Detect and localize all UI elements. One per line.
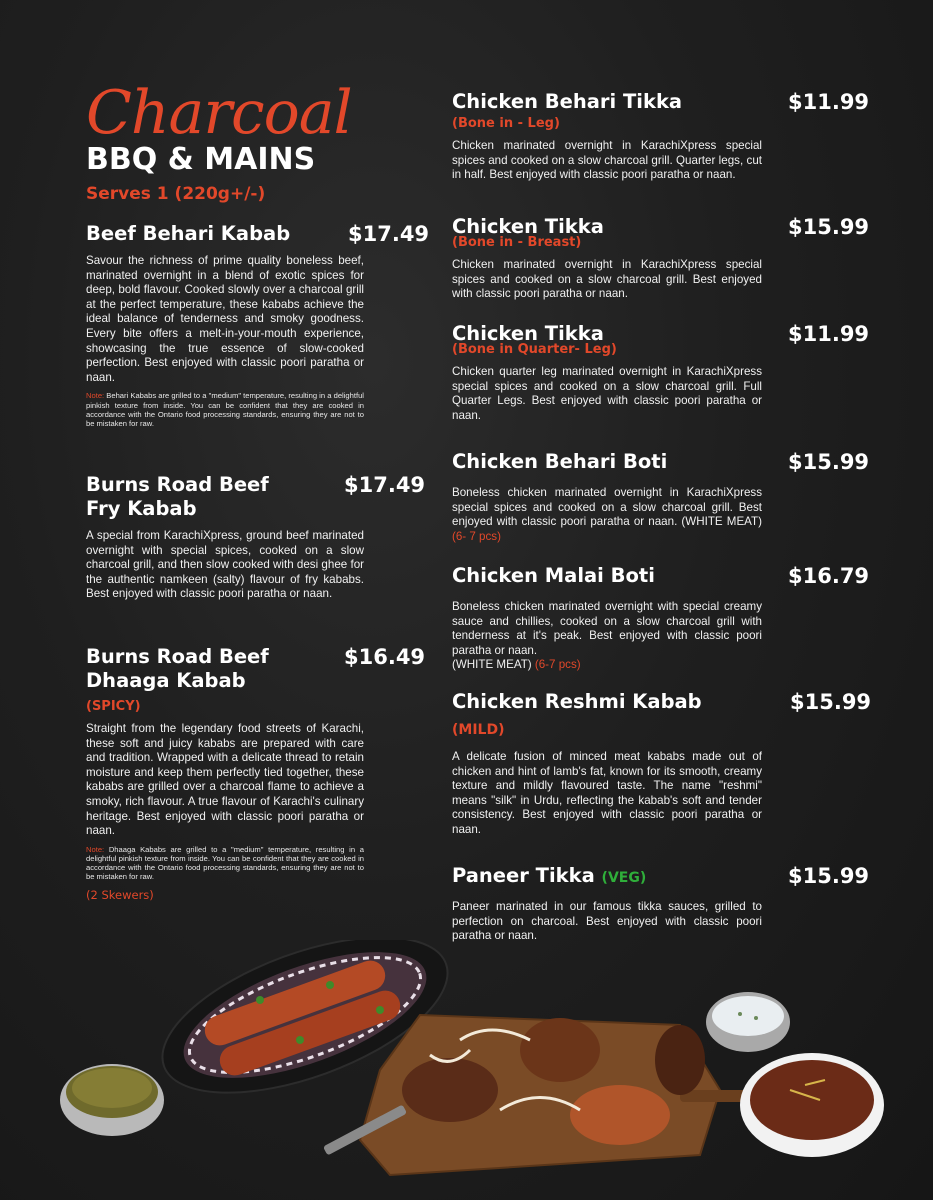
spicy-tag: (SPICY) bbox=[86, 699, 141, 714]
item-name-line1: Burns Road Beef bbox=[86, 473, 269, 496]
item-name: Chicken Behari Boti bbox=[452, 450, 668, 473]
item-note bbox=[86, 391, 364, 428]
item-note bbox=[86, 845, 364, 882]
item-description: Savour the richness of prime quality boneless beef, marinated overnight in a blend of exotic spices for deep, bold flavour. Cooked slowly over a charcoal grill at the perfect temperature, these kababs achieve the ideal balance of tenderness and smoky goodness. Every bite offers a melt-in-your-mouth experience, showcasing the true essence of slow-cooked perfection. Best enjoyed with classic poori paratha or naan. bbox=[86, 254, 364, 384]
skewer-count: (2 Skewers) bbox=[86, 887, 154, 902]
item-description: Paneer marinated in our famous tikka sauces, grilled to perfection on charcoal. Best enjoyed with classic poori paratha or naan. bbox=[452, 900, 762, 943]
item-name: Chicken Behari Tikka bbox=[452, 90, 683, 113]
note-label: Note: bbox=[86, 844, 105, 854]
note-label: Note: bbox=[86, 391, 105, 401]
description-text: Boneless chicken marinated overnight in KarachiXpress special spices and cooked on a slow charcoal grill. Best enjoyed with classic poori paratha or naan. (WHITE MEAT) bbox=[452, 486, 762, 529]
item-description: Chicken quarter leg marinated overnight in KarachiXpress special spices and cooked on a slow charcoal grill. Full Quarter Legs. Best enjoyed with classic poori paratha or naan. bbox=[452, 365, 762, 422]
menu-item-chicken-behari-tikka bbox=[452, 90, 870, 183]
item-name: Paneer Tikka bbox=[452, 864, 595, 887]
item-tag: (Bone in - Leg) bbox=[452, 116, 560, 131]
item-price: $15.99 bbox=[788, 450, 870, 474]
page-title: BBQ & MAINS bbox=[86, 142, 316, 177]
item-tag: (Bone in Quarter- Leg) bbox=[452, 342, 617, 357]
serving-size: Serves 1 (220g+/-) bbox=[86, 184, 266, 204]
item-name-line2: Fry Kabab bbox=[86, 497, 197, 520]
item-name-row bbox=[452, 864, 762, 890]
menu-item-chicken-tikka-leg bbox=[452, 322, 870, 423]
item-price: $11.99 bbox=[788, 90, 870, 114]
veg-tag: (VEG) bbox=[601, 870, 647, 886]
item-description: Chicken marinated overnight in KarachiXpress special spices and cooked on a slow charcoal grill. Quarter legs, cut in half. Best enjoyed with classic poori paratha or naan. bbox=[452, 139, 762, 182]
menu-item-chicken-malai-boti bbox=[452, 564, 870, 673]
mild-tag: (MILD) bbox=[452, 722, 505, 738]
item-description: Straight from the legendary food streets of Karachi, these soft and juicy kababs are prepared with care and tradition. Wrapped with a delicate thread to retain moisture and keep them perfectly tied together, these kababs are grilled over a charcoal flame to achieve a smoky, rich flavour. A true flavour of Karachi's culinary heritage. Best enjoyed with classic poori paratha or naan. bbox=[86, 722, 364, 838]
item-description: A delicate fusion of minced meat kababs made out of chicken and hint of lamb's fat, known for its smooth, creamy texture and mildly flavoured taste. The name "reshmi" means "silk" in Urdu, reflecting the kabab's soft and tender consistency. Best enjoyed with classic poori paratha or naan. bbox=[452, 750, 762, 836]
item-description: Chicken marinated overnight in KarachiXpress special spices and cooked on a slow charcoal grill. Best enjoyed with classic poori paratha or naan. bbox=[452, 258, 762, 301]
item-tag: (Bone in - Breast) bbox=[452, 235, 582, 250]
menu-item-burns-road-fry-kabab bbox=[86, 473, 426, 602]
menu-item-chicken-behari-boti bbox=[452, 450, 870, 544]
brand-script-title: Charcoal bbox=[86, 78, 352, 148]
item-description: A special from KarachiXpress, ground beef marinated overnight with special spices, cooked on a slow charcoal grill, and then slow cooked with desi ghee for the authentic namkeen (salty) flavour of fry kababs. Best enjoyed with classic poori paratha or naan. bbox=[86, 529, 364, 601]
menu-item-beef-behari-kabab bbox=[86, 222, 430, 428]
item-name: Chicken Malai Boti bbox=[452, 564, 655, 587]
item-price: $16.49 bbox=[344, 645, 426, 669]
note-text: Behari Kababs are grilled to a "medium" temperature, resulting in a delightful pinkish texture from inside. You can be confident that they are cooked in accordance with the Ontario food processing standards, ensuring they are not to be mistaken for raw. bbox=[86, 391, 364, 428]
food-photo-illustration bbox=[0, 940, 933, 1200]
item-name: Chicken Tikka bbox=[452, 322, 604, 345]
item-description: Boneless chicken marinated overnight with special creamy sauce and chillies, cooked on a slow charcoal grill with tenderness at it's peak. Best enjoyed with classic poori paratha or naan. bbox=[452, 600, 762, 657]
item-name: Chicken Tikka bbox=[452, 215, 604, 238]
item-name: Chicken Reshmi Kabab bbox=[452, 690, 702, 713]
item-price: $15.99 bbox=[790, 690, 872, 714]
item-price: $17.49 bbox=[344, 473, 426, 497]
meat-type: (WHITE MEAT) bbox=[452, 658, 532, 672]
item-price: $16.79 bbox=[788, 564, 870, 588]
menu-item-paneer-tikka bbox=[452, 864, 870, 944]
item-price: $17.49 bbox=[348, 222, 430, 246]
item-price: $15.99 bbox=[788, 215, 870, 239]
note-text: Dhaaga Kababs are grilled to a "medium" temperature, resulting in a delightful pinkish texture from inside. You can be confident that they are cooked in accordance with the Ontario food processing standards, ensuring they are not to be mistaken for raw. bbox=[86, 844, 364, 882]
item-description bbox=[452, 486, 762, 544]
daal-bowl-right bbox=[740, 1053, 884, 1157]
curry-bowl-left bbox=[60, 1064, 164, 1136]
menu-item-chicken-tikka-breast bbox=[452, 215, 870, 302]
raita-bowl bbox=[706, 992, 790, 1052]
menu-item-chicken-reshmi-kabab bbox=[452, 690, 872, 838]
item-name-line1: Burns Road Beef bbox=[86, 645, 269, 668]
piece-count: (6-7 pcs) bbox=[534, 658, 581, 672]
item-meat-info bbox=[452, 658, 762, 673]
piece-count: (6- 7 pcs) bbox=[452, 529, 501, 543]
item-price: $11.99 bbox=[788, 322, 870, 346]
menu-item-burns-road-dhaaga-kabab bbox=[86, 645, 426, 902]
item-name: Beef Behari Kabab bbox=[86, 222, 291, 245]
item-name-line2: Dhaaga Kabab bbox=[86, 669, 246, 692]
item-price: $15.99 bbox=[788, 864, 870, 888]
